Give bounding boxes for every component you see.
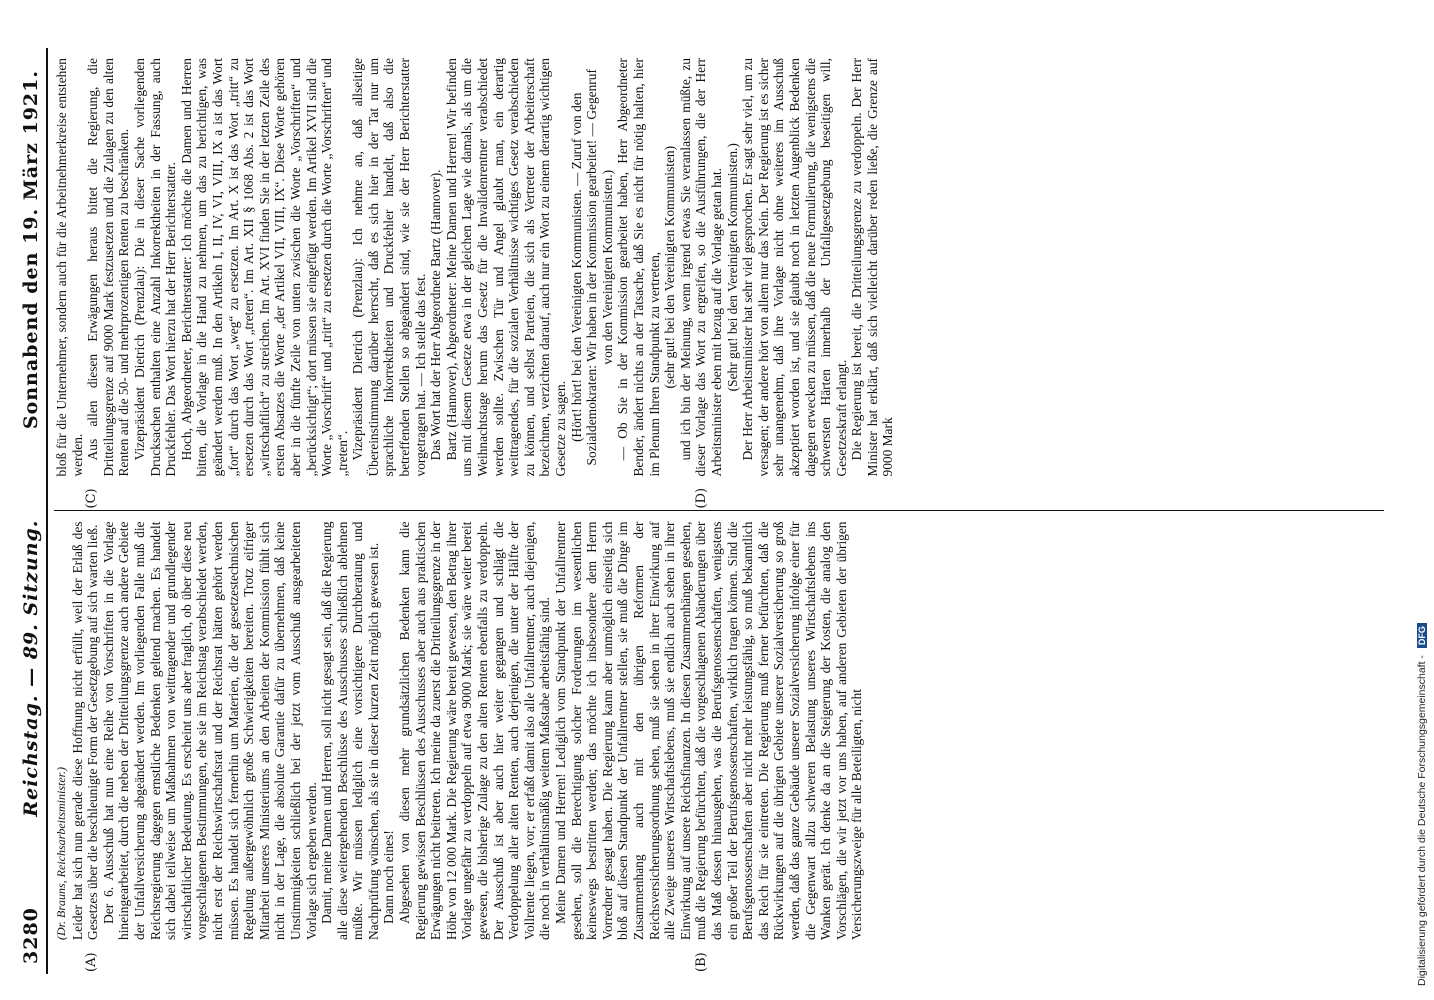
paragraph: — Ob Sie in der Kommission gearbeitet haben, Herr Abgeordneter Bender, ändert nichts an der Tatsache, daß Sie es nicht für nötig halten, hier im Plenum Ihren Standpunkt zu vertreten, <box>615 58 662 477</box>
paragraph: Der 6. Ausschuß hat nun eine Reihe von Vorschriften in die Vorlage hineingearbeitet, durch die neben der Dritteilungsgrenze auch andere Gebiete der Unfallversicherung abgeändert werden. Im vorliegenden Falle muß die Reichsregierung dagegen ernstliche Bedenken geltend machen. Es handelt sich dabei teilweise um Maßnahmen von weittragender und grundlegender wirtschaftlicher Bedeutung. Es erscheint uns aber fraglich, ob über diese neu vorgeschlagenen Bestimmungen, ehe sie im Reichstag verabschiedet werden, nicht erst der Reichswirtschaftsrat und der Reichsrat hätten gehört werden müssen. Es handelt sich fernerhin um Materien, die der gesetzestechnischen Regelung außergewöhnlich große Schwierigkeiten bereiten. Trotz eifriger Mitarbeit unseres Ministeriums an den Arbeiten der Kommission fühlt sich nicht in der Lage, die absolute Garantie dafür zu übernehmen, daß keine Unstimmigkeiten schließlich bei der jetzt vom Ausschuß ausgearbeiteten Vorlage sich ergeben werden. <box>100 521 319 940</box>
session-title: Reichstag. — 89. Sitzung. <box>20 519 42 817</box>
paragraph: bloß für die Unternehmer, sondern auch für die Arbeitnehmerkreise entstehen werden. <box>54 58 85 477</box>
paragraph: Vizepräsident Dietrich (Prenzlau): Die in dieser Sache vorliegenden Drucksachen enthalten eine Anzahl Inkorrektheiten in der Fassung, auch Druckfehler. Das Wort hierzu hat der Herr Berichterstatter. <box>131 58 179 477</box>
paragraph: Aus allen diesen Erwägungen heraus bittet die Regierung, die Dritteilungsgrenze auf 9000 Mark festzusetzen und die Zulagen zu den alten Renten auf die 50- und mehrprozentigen Renten zu beschränken. <box>85 58 132 477</box>
margin-mark-b: (B) <box>694 952 709 972</box>
session-date: Sonnabend den 19. März 1921. <box>20 70 42 430</box>
margin-mark-a: (A) <box>84 952 99 972</box>
digitization-notice <box>1412 8 1432 993</box>
margin-mark-d: (D) <box>694 487 709 509</box>
page-body <box>54 48 1384 974</box>
paragraph: Der Herr Arbeitsminister hat sehr viel gesprochen. Er sagt sehr viel, um zu versagen; der andere hört von allem nur das Nein. Der Regierung ist es sicher sehr unangenehm, daß ihre Vorlage nicht ohne weiteres im Ausschuß akzeptiert worden ist, und sie glaubt noch in letzten Augenblick Bedenken dagegen erwecken zu müssen, daß die neue Formulierung, die wenigstens die schwersten Härten innerhalb der Unfallgesetzgebung beseitigen will, Gesetzeskraft erlangt. <box>740 58 849 477</box>
digitization-text: Digitalisierung gefördert durch die Deutsche Forschungsgemeinschaft - <box>1416 655 1428 986</box>
paragraph: Die Regierung ist bereit, die Dritteilungsgrenze zu verdoppeln. Der Herr Minister hat erklärt, daß sich vielleicht darüber reden ließe, die Grenze auf 9000 Mark <box>849 58 896 477</box>
paragraph: Bartz (Hannover), Abgeordneter: Meine Damen und Herren! Wir befinden uns mit diesem Gesetze etwa in der gleichen Lage wie damals, als um die Weihnachtstage herum das Gesetz für die Invalidenrentner verabschiedet werden sollte. Zwischen Tür und Angel glaubt man, ein derartig weittragendes, für die sozialen Verhältnisse wichtiges Gesetz verabschieden zu können, und selbst Parteien, die sich als Vertreter der Arbeiterschaft bezeichnen, verzichten darauf, auch nur ein Wort zu einem derartig wichtigen Gesetze zu sagen. <box>443 58 568 477</box>
paragraph: Leider hat sich nun gerade diese Hoffnung nicht erfüllt, weil der Erlaß des Gesetzes über die beschleunigte Form der Gesetzgebung auf sich warten ließ. <box>69 521 101 940</box>
paragraph: (Dr. Brauns, Reichsarbeitsminister.) <box>54 767 68 940</box>
margin-mark-c: (C) <box>84 488 99 509</box>
paragraph: (Hört! hört! bei den Vereinigten Kommunisten. — Zuruf von den Sozialdemokraten: Wir haben in der Kommission gearbeitet! — Gegenruf von den Vereinigten Kommunisten.) <box>568 69 615 466</box>
paragraph: Hoch, Abgeordneter, Berichterstatter: Ich möchte die Damen und Herren bitten, die Vorlage in die Hand zu nehmen, um das zu berichtigen, was geändert werden muß. In den Artikeln I, II, IV, VI, VIII, IX a ist das Wort „fort“ durch das Wort „weg“ zu ersetzen. Im Art. X ist das Wort „tritt“ zu ersetzen durch das Wort „treten“. Im Art. XII § 1068 Abs. 2 ist das Wort „wirtschaftlich“ zu streichen. Im Art. XVI finden Sie in der letzten Zeile des ersten Absatzes die Worte „der Artikel VII, VIII, IX“. Diese Worte gehören aber in die fünfte Zeile von unten zwischen die Worte „Vorschriften“ und „berücksichtigt“; dort müssen sie eingefügt werden. Im Artikel XVII sind die Worte „Vorschrift“ und „tritt“ zu ersetzen durch die Worte „Vorschriften“ und „treten“. <box>178 58 350 477</box>
center-margin <box>54 487 1384 511</box>
paragraph: und ich bin der Meinung, wenn irgend etwas Sie veranlassen müßte, zu dieser Vorlage das Wort zu ergreifen, so die Ausführungen, die der Herr Arbeitsminister eben mit bezug auf die Vorlage getan hat. <box>677 58 724 477</box>
left-margin <box>54 950 1384 974</box>
paragraph: Abgesehen von diesen mehr grundsätzlichen Bedenken kann die Regierung gewissen Beschlüssen des Ausschusses aber auch aus praktischen Erwägungen nicht beitreten. Ich meine da zuerst die Dritteilungsgrenze in der Höhe von 12 000 Mark. Die Regierung wäre bereit gewesen, den Betrag ihrer Vorlage ungefähr zu verdoppeln auf etwa 9000 Mark; sie wäre weiter bereit gewesen, die bisherige Zulage zu den alten Renten ebenfalls zu verdoppeln. Der Ausschuß ist aber auch hier weiter gegangen und schlägt die Verdoppelung aller alten Renten, auch derjenigen, die unter der Hälfte der Vollrente liegen, vor; er erfaßt damit also alle Unfallrentner, auch diejenigen, die noch in verhältnismäßig weitem Maßstabe arbeitsfähig sind. <box>397 521 553 940</box>
paragraph: Dann noch eines! <box>381 830 397 924</box>
header-rule <box>46 48 48 974</box>
paragraph: (Sehr gut! bei den Vereinigten Kommunisten.) <box>724 143 740 392</box>
page-number: 3280 <box>20 907 42 964</box>
paragraph: Vizepräsident Dietrich (Prenzlau): Ich nehme an, daß allseitige Übereinstimmung darüber herrscht, daß es sich hier in der Tat nur um sprachliche Inkorrektheiten und Druckfehler handelt, daß also die betreffenden Stellen so abgeändert sind, wie sie der Herr Berichterstatter vorgetragen hat. — Ich stelle das fest. <box>350 58 428 477</box>
dfg-logo: DFG <box>1417 623 1427 648</box>
paragraph: (sehr gut! bei den Vereinigten Kommunisten) <box>662 145 678 389</box>
page-header <box>16 48 46 974</box>
right-column <box>54 48 1384 487</box>
left-column <box>54 511 1384 951</box>
paragraph: Damit, meine Damen und Herren, soll nicht gesagt sein, daß die Regierung alle diese weitergehenden Beschlüsse des Ausschusses schließlich ablehnen müßte. Wir müssen lediglich eine vorsichtigere Durchberatung und Nachprüfung wünschen, als sie in dieser kurzen Zeit möglich gewesen ist. <box>319 521 381 940</box>
paragraph: Das Wort hat der Herr Abgeordnete Bartz (Hannover). <box>428 169 444 461</box>
paragraph: Meine Damen und Herren! Lediglich vom Standpunkt der Unfallrentner gesehen, soll die Berechtigung solcher Forderungen im wesentlichen keineswegs bestritten werden; das möchte ich insbesondere dem Herrn Vorredner gesagt haben. Die Regierung kann aber unmöglich einseitig sich bloß auf diesen Standpunkt der Unfallrentner stellen, sie muß die Dinge im Zusammenhang auch mit den übrigen Reformen der Reichsversicherungsordnung sehen, muß sie sehen in ihrer Einwirkung auf alle Zweige unseres Wirtschaftslebens, muß sie endlich auch sehen in ihrer Einwirkung auf unsere Reichsfinanzen. In diesen Zusammenhängen gesehen, muß die Regierung befürchten, daß die vorgeschlagenen Abänderungen über das Maß dessen hinausgehen, was die Berufsgenossenschaften, wenigstens ein großer Teil der Berufsgenossenschaften, wirklich tragen können. Sind die Berufsgenossenschaften aber nicht mehr leistungsfähig, so muß bekanntlich das Reich für sie eintreten. Die Regierung muß ferner befürchten, daß die Rückwirkungen auf die übrigen Gebiete unserer Sozialversicherung so groß werden, daß das ganze Gebäude unserer Sozialversicherung infolge einer für die Gegenwart allzu schweren Belastung unseres Wirtschaftslebens ins Wanken gerät. Ich denke da an die Steigerung der Kosten, die analog den Vorschlägen, die wir jetzt vor uns haben, auf anderen Gebieten der übrigen Versicherungszweige für alle Beteiligten, nicht <box>553 521 865 940</box>
scanned-page <box>6 32 1418 992</box>
